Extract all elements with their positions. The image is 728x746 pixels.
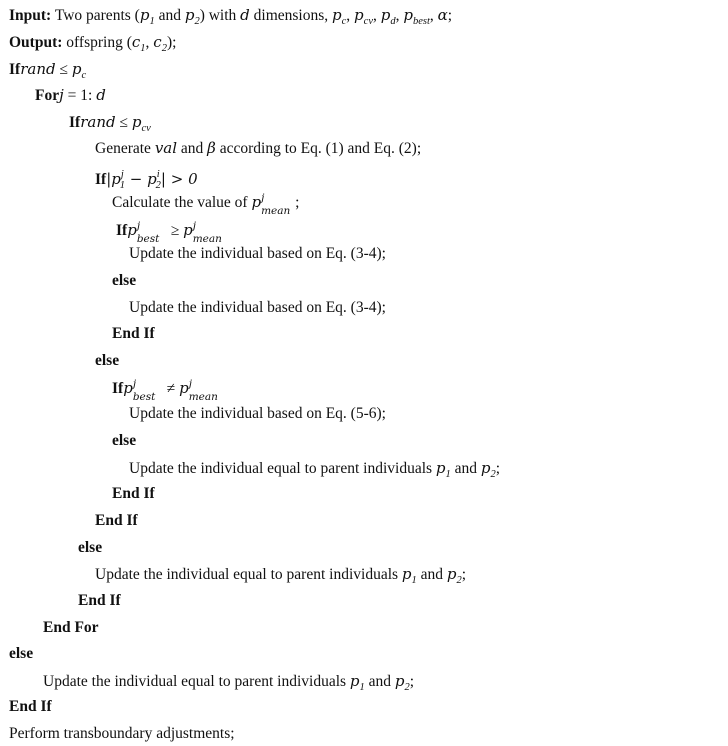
geq-operator: ≥ [166, 222, 184, 239]
else-line-3 [112, 431, 136, 451]
generate-line [95, 138, 421, 159]
minus-p2: − p [125, 170, 157, 188]
end-if-keyword: End If [9, 698, 52, 715]
output-line: Output: offspring ($c_1$, $c_2$); [9, 33, 177, 54]
update-text: Update the individual based on Eq. (3-4); [129, 299, 386, 316]
end-if-line-1 [112, 324, 155, 344]
update-text: Update the individual equal to parent individuals [129, 460, 436, 477]
calculate-text: Calculate the value of [112, 194, 252, 211]
mean-subscript: mean [192, 233, 222, 245]
input-keyword: Input: [9, 7, 52, 24]
pc-subscript: c [341, 16, 347, 27]
leq-operator: ≤ [55, 61, 72, 78]
if-keyword: If [112, 380, 124, 397]
p1-symbol: p [401, 565, 412, 583]
end-if-line-2 [112, 484, 155, 504]
j-symbol: j [59, 86, 64, 104]
update-text: Update the individual based on Eq. (3-4); [129, 245, 386, 262]
beta-symbol: β [207, 139, 216, 157]
two-subscript: 2 [155, 180, 161, 191]
end-if-keyword: End If [112, 485, 155, 502]
rand-symbol: rand [80, 113, 116, 131]
p1-symbol: p [435, 459, 446, 477]
c2-subscript: 2 [161, 43, 167, 54]
range-text: = 1: [63, 87, 97, 104]
update-34-line-1 [129, 244, 386, 264]
pbest-symbol: p [403, 6, 413, 24]
d-symbol: d [96, 86, 106, 104]
update-text: Update the individual based on Eq. (5-6); [129, 405, 386, 422]
with-text: ) with [199, 7, 241, 24]
j-superscript: j [120, 169, 124, 180]
line-end: ; [461, 566, 467, 583]
if-rand-pc-line [9, 59, 86, 86]
and-text: and [416, 566, 447, 583]
end-if-line-4 [78, 591, 121, 611]
line-end: ; [495, 460, 501, 477]
pbest-subscript: best [412, 16, 430, 27]
neq-operator: ≠ [162, 380, 180, 397]
pmean-indices [188, 378, 235, 403]
transboundary-text: Perform transboundary adjustments; [9, 725, 235, 742]
j-superscript: j [192, 220, 196, 232]
if-rand-pcv-line [69, 112, 151, 139]
update-parent-line-2 [95, 564, 466, 591]
input-end: ; [447, 7, 453, 24]
leq-operator: ≤ [115, 114, 132, 131]
best-subscript: best [132, 391, 156, 403]
c1-subscript: 1 [140, 43, 146, 54]
and-text: and [177, 140, 208, 157]
pbest-symbol: p [127, 221, 137, 239]
pmean-indices [261, 192, 307, 217]
one-subscript: 1 [119, 180, 126, 191]
and-text: and [450, 460, 481, 477]
j-superscript: j [261, 192, 265, 204]
p1-subscript: 1 [149, 16, 155, 27]
for-line [35, 85, 106, 106]
else-keyword: else [9, 645, 34, 662]
and-text: and [154, 7, 185, 24]
output-text: offspring ( [62, 34, 132, 51]
update-parent-line-3 [43, 671, 414, 698]
else-line-1 [112, 271, 136, 291]
abs-rest: | > 0 [160, 170, 198, 188]
pbest-indices [136, 220, 167, 245]
pcv-subscript: cv [141, 123, 151, 134]
mean-subscript: mean [261, 205, 291, 217]
p1-subscript: 1 [359, 682, 365, 693]
pmean-symbol: p [179, 379, 189, 397]
calculate-line [112, 192, 300, 217]
pcv-subscript: cv [363, 16, 373, 27]
i-superscript: i [156, 169, 160, 180]
pmean-symbol: p [183, 221, 193, 239]
p1-symbol: p [139, 6, 150, 24]
d-symbol: d [240, 6, 250, 24]
p2-subscript: 2 [194, 16, 200, 27]
p2-subscript: 2 [490, 469, 496, 480]
p2-symbol: p [394, 672, 405, 690]
p-symbol: p [251, 193, 262, 211]
p2-subscript: 2 [456, 575, 462, 586]
pc-symbol: p [332, 6, 342, 24]
j-superscript: j [132, 378, 137, 390]
end-for-keyword: End For [43, 619, 99, 636]
alpha-symbol: α [437, 6, 448, 24]
else-line-4 [78, 538, 102, 558]
pc-symbol: p [71, 60, 82, 78]
p1-symbol: p [349, 672, 360, 690]
input-line: Input: Two parents ($p_1$ and $p_2$) with d dimensions, $p_c$, $p_{cv}$, $p_d$, $p_{best}$, α; [9, 6, 453, 27]
pbest-symbol: p [123, 379, 133, 397]
and-text: and [364, 673, 395, 690]
generate-text: Generate [95, 140, 155, 157]
line-end: ; [409, 673, 415, 690]
p1-subscript: 1 [411, 575, 417, 586]
dimensions-text: dimensions, [249, 7, 333, 24]
update-parent-line-1 [129, 458, 500, 485]
pd-symbol: p [380, 6, 391, 24]
p2-symbol: p [184, 6, 195, 24]
input-text: Two parents [51, 7, 135, 24]
mean-subscript: mean [188, 391, 218, 403]
else-keyword: else [78, 539, 103, 556]
abs-p1: |p [106, 170, 121, 188]
if-keyword: If [69, 114, 81, 131]
else-keyword: else [112, 432, 137, 449]
transboundary-line [9, 724, 235, 744]
end-for-line [43, 618, 99, 638]
j-superscript: j [188, 378, 192, 390]
j-superscript: j [136, 220, 141, 232]
if-keyword: If [116, 222, 128, 239]
p1-subscript: 1 [445, 469, 451, 480]
end-if-line-5 [9, 697, 52, 717]
update-text: Update the individual equal to parent individuals [95, 566, 402, 583]
for-keyword: For [35, 87, 60, 104]
according-text: according to Eq. (1) and Eq. (2); [215, 140, 422, 157]
pcv-symbol: p [354, 6, 364, 24]
else-line-5 [9, 644, 33, 664]
c1-symbol: c [131, 33, 141, 51]
val-symbol: val [154, 139, 178, 157]
pc-subscript: c [81, 70, 87, 81]
end-if-line-3 [95, 511, 138, 531]
p2-symbol: p [446, 565, 457, 583]
calculate-end: ; [295, 194, 300, 211]
if-pbest-neq-line [112, 378, 235, 403]
rand-symbol: rand [20, 60, 56, 78]
pd-subscript: d [390, 16, 396, 27]
update-text: Update the individual equal to parent individuals [43, 673, 350, 690]
pmean-indices [192, 220, 239, 245]
if-keyword: If [95, 171, 107, 188]
end-if-keyword: End If [78, 592, 121, 609]
update-56-line [129, 404, 386, 424]
best-subscript: best [136, 233, 160, 245]
update-34-line-2 [129, 298, 386, 318]
if-pbest-geq-line [116, 220, 239, 245]
end-if-keyword: End If [112, 325, 155, 342]
c2-symbol: c [153, 33, 162, 51]
end-if-keyword: End If [95, 512, 138, 529]
output-keyword: Output: [9, 34, 63, 51]
else-keyword: else [95, 352, 120, 369]
else-line-2 [95, 351, 119, 371]
pbest-indices [132, 378, 163, 403]
p2-symbol: p [480, 459, 491, 477]
output-end: ); [166, 34, 177, 51]
p-symbol: p [131, 113, 142, 131]
if-keyword: If [9, 61, 21, 78]
p2-subscript: 2 [404, 682, 410, 693]
else-keyword: else [112, 272, 137, 289]
